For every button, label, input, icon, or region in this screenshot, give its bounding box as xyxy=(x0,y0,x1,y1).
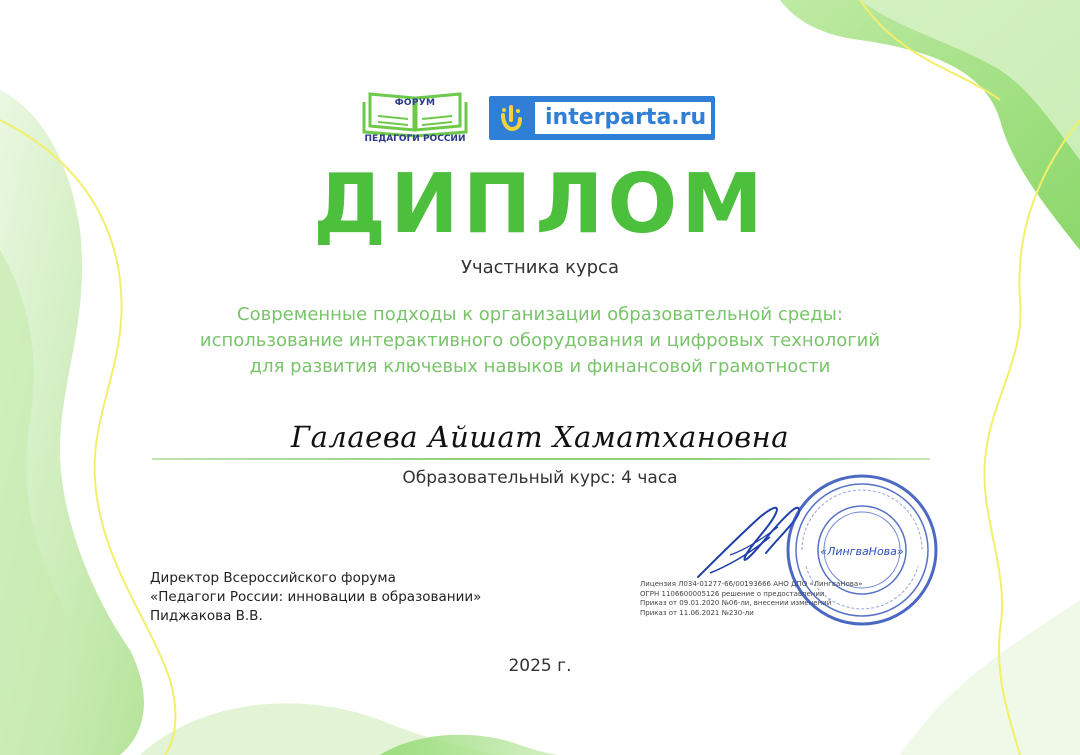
hand-icon xyxy=(494,101,528,135)
license-line: Лицензия Л034-01277-66/00193666 АНО ДПО «ЛингваНова» xyxy=(640,580,863,588)
forum-logo-bottom: ПЕДАГОГИ РОССИИ xyxy=(364,134,466,144)
license-line: Приказ от 11.06.2021 №230-ли xyxy=(640,608,754,617)
director-line: «Педагоги России: инновации в образовании» xyxy=(150,589,482,605)
interparta-label: interparta.ru xyxy=(545,105,707,130)
course-hours: Образовательный курс: 4 часа xyxy=(402,468,678,488)
diploma-title: ДИПЛОМ xyxy=(313,157,767,252)
name-underline xyxy=(152,458,930,460)
license-line: ОГРН 1106600005126 решение о предоставлении xyxy=(640,589,825,598)
interparta-logo xyxy=(489,96,715,140)
recipient-name: Галаева Айшат Хаматхановна xyxy=(290,420,790,454)
diploma-subtitle: Участника курса xyxy=(461,257,619,278)
course-line: для развития ключевых навыков и финансовой грамотности xyxy=(249,356,831,377)
director-line: Пиджакова В.В. xyxy=(150,608,263,624)
director-block xyxy=(150,569,550,626)
license-line: Приказ от 09.01.2020 №06-ли, внесении изменений xyxy=(640,599,832,607)
forum-logo-top: ФОРУМ xyxy=(394,98,436,108)
course-title xyxy=(140,302,940,380)
course-line: использование интерактивного оборудования и цифровых технологий xyxy=(199,330,881,351)
official-stamp xyxy=(782,470,942,630)
director-line: Директор Всероссийского форума xyxy=(150,570,396,586)
course-line: Современные подходы к организации образовательной среды: xyxy=(237,304,843,325)
stamp-center-text: «ЛингваНова» xyxy=(820,545,904,558)
forum-logo xyxy=(356,86,474,148)
diploma-year: 2025 г. xyxy=(508,656,572,676)
